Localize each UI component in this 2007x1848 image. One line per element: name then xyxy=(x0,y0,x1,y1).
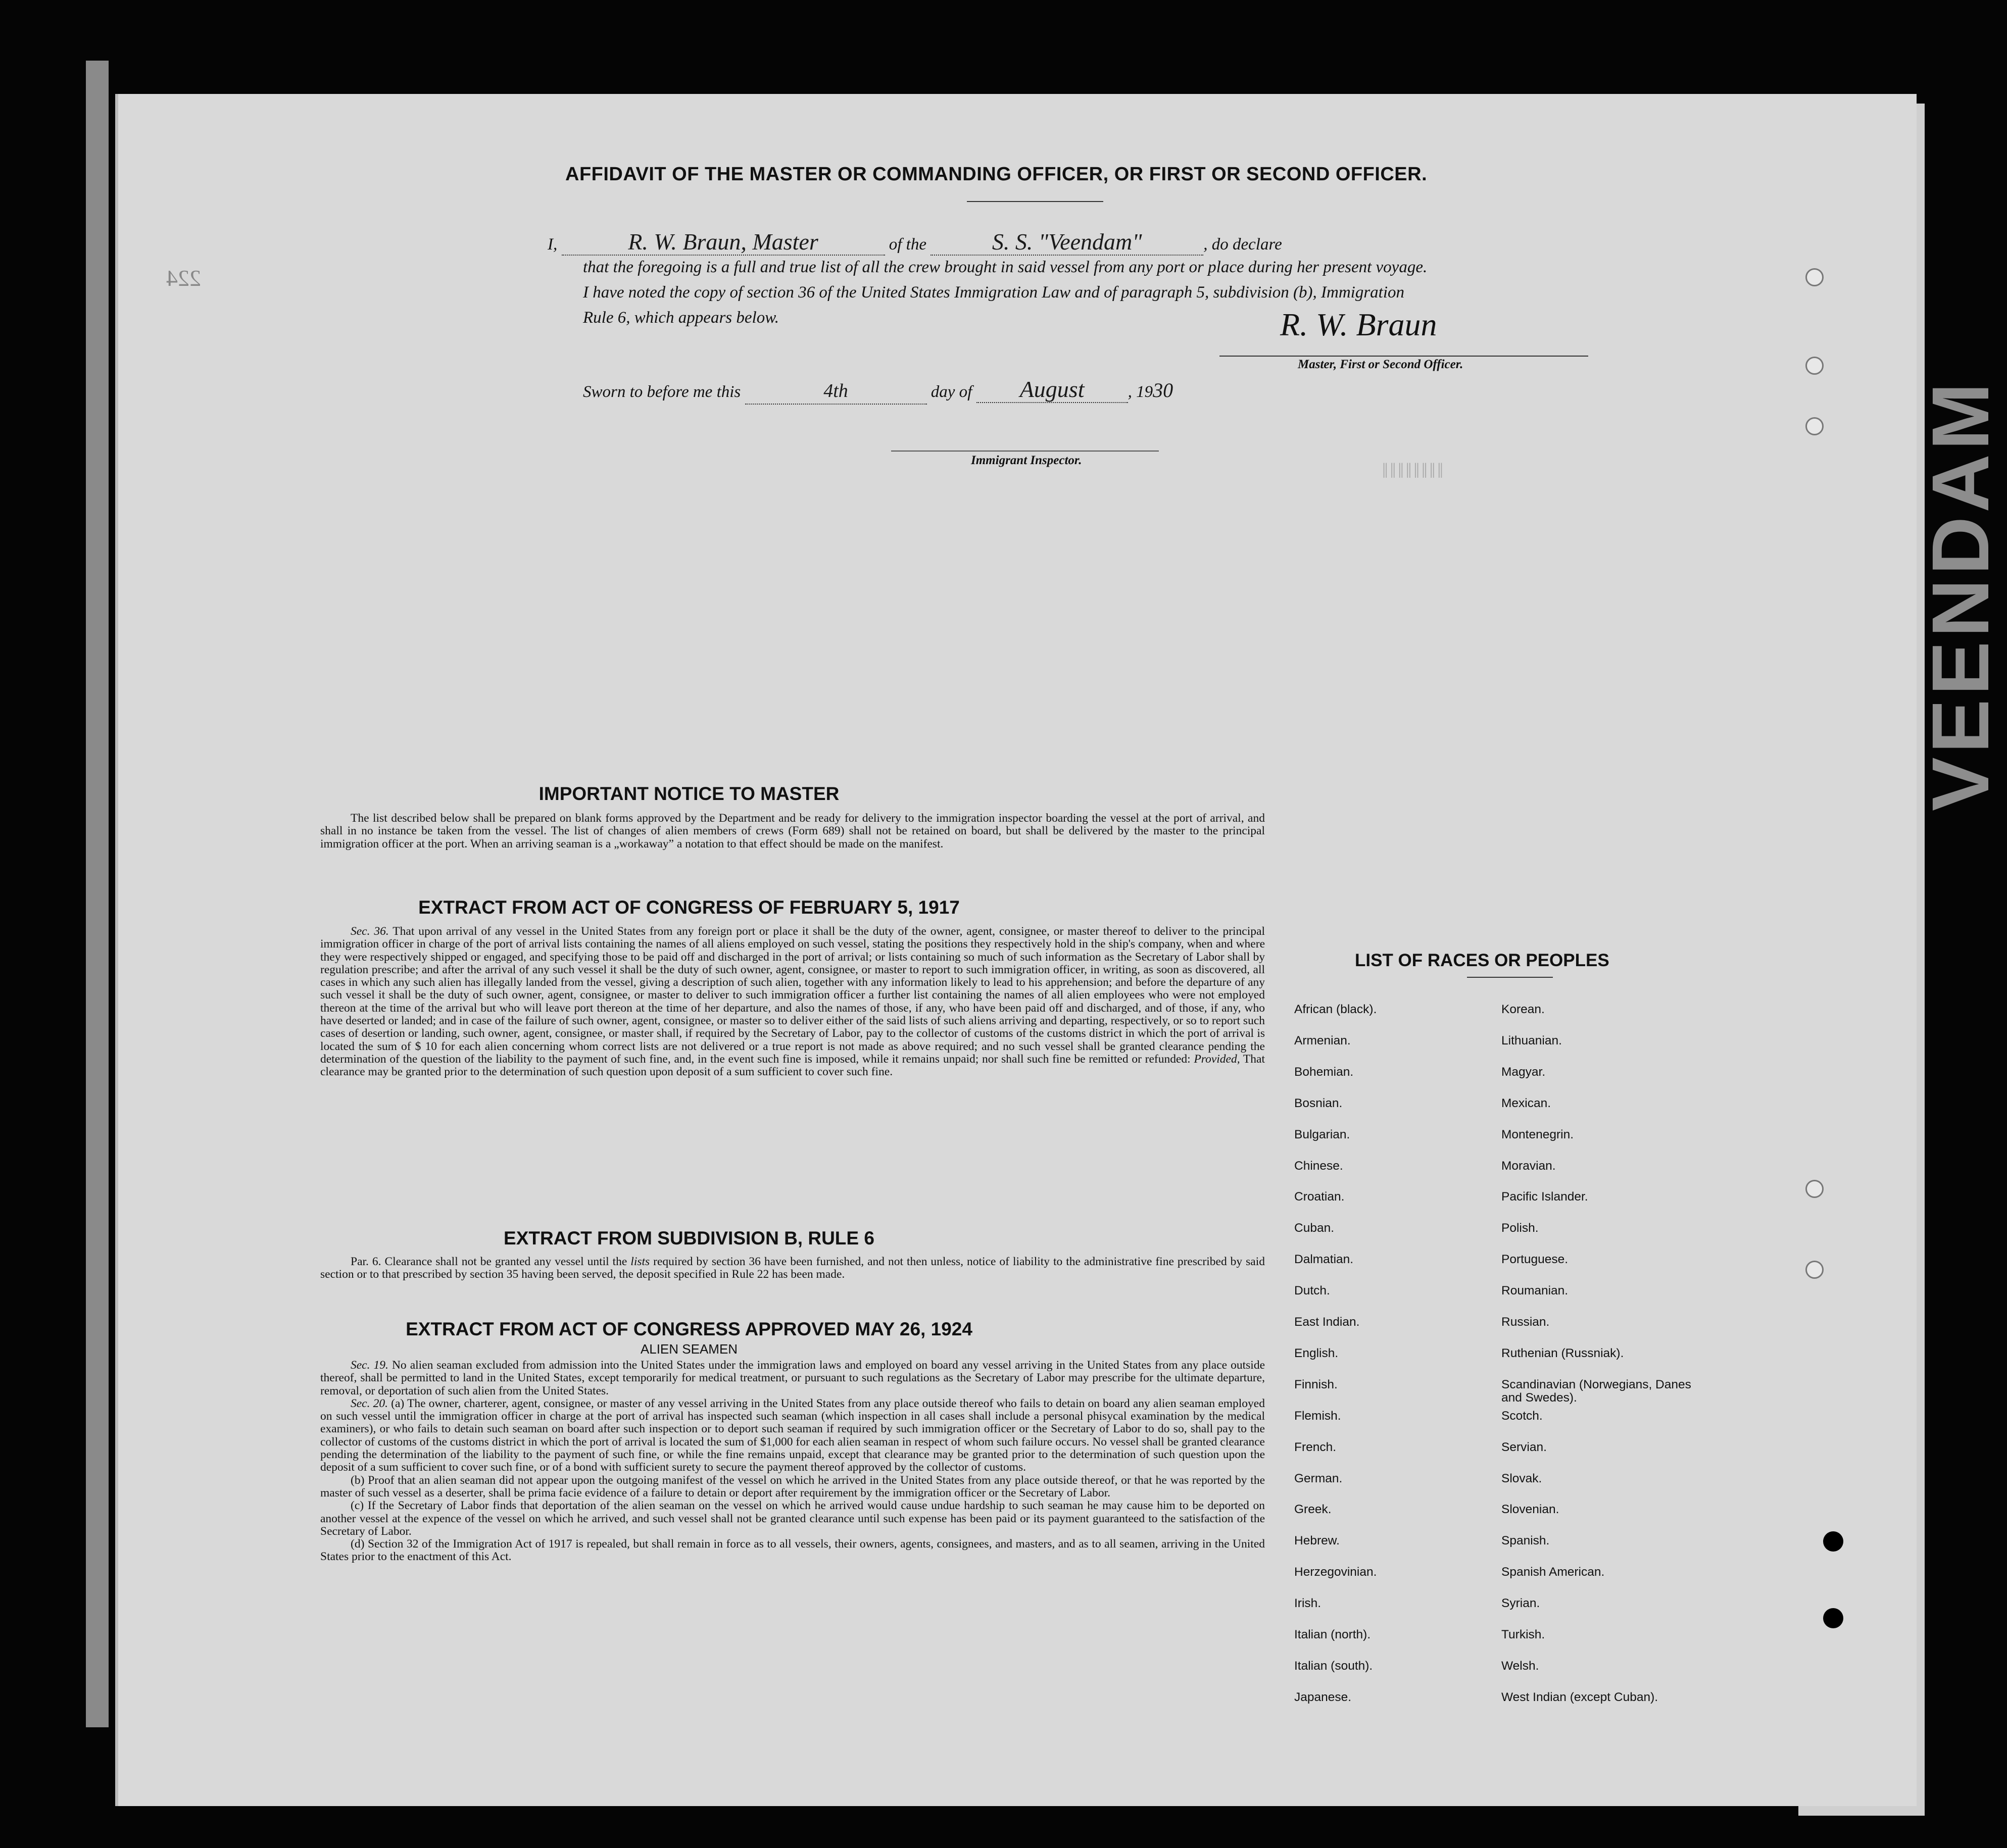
race-item: Ruthenian (Russniak). xyxy=(1501,1346,1624,1360)
rule6-body xyxy=(320,1256,1265,1281)
race-item: Syrian. xyxy=(1501,1596,1540,1611)
punch-hole xyxy=(1805,1180,1824,1198)
race-item: Russian. xyxy=(1501,1315,1550,1329)
race-item: Italian (south). xyxy=(1294,1659,1373,1673)
inspector-rule xyxy=(891,451,1159,452)
extract-1917-heading: EXTRACT FROM ACT OF CONGRESS OF FEBRUARY 5, 1917 xyxy=(418,897,960,918)
race-item: African (black). xyxy=(1294,1003,1377,1016)
race-item: Roumanian. xyxy=(1501,1284,1569,1298)
sworn-prefix: Sworn to before me this xyxy=(583,383,741,401)
sworn-day: 4th xyxy=(745,378,927,405)
punch-hole-filled xyxy=(1823,1608,1843,1628)
race-item: Korean. xyxy=(1501,1003,1545,1016)
race-item: Lithuanian. xyxy=(1501,1033,1562,1047)
rule6-lists: lists xyxy=(630,1255,650,1268)
rule6-text-a: Par. 6. Clearance shall not be granted any vessel until the xyxy=(351,1255,627,1268)
race-item: Dalmatian. xyxy=(1294,1253,1354,1267)
race-item: German. xyxy=(1294,1471,1343,1485)
race-item: Servian. xyxy=(1501,1440,1547,1454)
declaration-suffix: , do declare xyxy=(1203,235,1282,254)
notice-body: The list described below shall be prepared on blank forms approved by the Department and be ready for delivery to the immigration inspector boarding the vessel at the port of arrival, and shall in no instance be taken from the vessel. The list of changes of alien members of crews (Form 689) shall not be retained on board, but shall be delivered by the master to the principal immigration officer at the port. When an arriving seaman is a „workaway” a notation to that effect should be made on the manifest. xyxy=(320,812,1265,851)
race-item: Greek. xyxy=(1294,1503,1332,1517)
sworn-line xyxy=(583,377,1173,405)
declaration-line3: I have noted the copy of section 36 of the United States Immigration Law and of paragraph 5, subdivision (b), Immigration xyxy=(583,283,1405,302)
sworn-day-of: day of xyxy=(931,383,972,401)
declaration-line4: Rule 6, which appears below. xyxy=(583,309,779,327)
race-item: Magyar. xyxy=(1501,1065,1546,1079)
race-item: Polish. xyxy=(1501,1221,1539,1235)
sec36-end: That clearance may be granted prior to the determination of such question upon deposit of a sum sufficient to cover such fine. xyxy=(320,1052,1265,1079)
race-item: Spanish American. xyxy=(1501,1565,1605,1579)
rule6-text-b: required by section 36 have been furnished, and not then unless, notice of liability to the administrative fine prescribed by said section or to that prescribed by section 35 having been served, the deposit specified in Rule 22 has been made. xyxy=(320,1255,1265,1281)
punch-hole xyxy=(1805,1261,1824,1279)
extract-1917-body xyxy=(320,925,1265,1079)
race-item: Bulgarian. xyxy=(1294,1127,1350,1141)
race-item: Turkish. xyxy=(1501,1628,1545,1641)
veendam-stamp: VEENDAM xyxy=(1915,378,2005,811)
race-item: Dutch. xyxy=(1294,1284,1330,1298)
sec36-label: Sec. 36. xyxy=(351,925,389,938)
declaration-line2: that the foregoing is a full and true list of all the crew brought in said vessel from any port or place during her present voyage. xyxy=(583,258,1428,276)
race-item: Mexican. xyxy=(1501,1096,1551,1110)
race-item: Montenegrin. xyxy=(1501,1127,1574,1141)
sworn-month: August xyxy=(976,377,1128,403)
race-item: Finnish. xyxy=(1294,1377,1338,1391)
sec20a-text: (a) The owner, charterer, agent, consignee, or master of any vessel arriving in the United States from any place outside thereof who fails to detain on board any alien seaman employed on such vessel until the immigration officer in charge at the port of arrival has inspected such seaman (which inspection in all cases shall include a personal phisycal examination by the medical examiners), or who fails to detain such seaman on board after such inspection or to deport such seaman if required by such immigration officer or the Secretary of Labor to do so, shall pay to the collector of customs of the customs district in which the port of arrival is located the sum of $1,000 for each alien seaman in respect of whom such failure occurs. No vessel shall be granted clearance pending the determination of the liability to the payment of such fine, or while the fine remains unpaid, except that clearance may be granted prior to the determination of such question upon the deposit of a sum sufficient to cover such fine, or of a bond with sufficient surety to secure the payment thereof approved by the collector of customs. xyxy=(320,1396,1265,1474)
notice-heading: IMPORTANT NOTICE TO MASTER xyxy=(539,783,840,804)
inspector-caption: Immigrant Inspector. xyxy=(971,454,1082,467)
page-number-mirrored: 224 xyxy=(166,265,201,291)
declaration-prefix: I, xyxy=(548,235,558,254)
race-item: West Indian (except Cuban). xyxy=(1501,1690,1658,1704)
race-item: Portuguese. xyxy=(1501,1253,1569,1267)
extract-1924-heading: EXTRACT FROM ACT OF CONGRESS APPROVED MAY 26, 1924 xyxy=(406,1319,972,1339)
race-item: Croatian. xyxy=(1294,1190,1345,1204)
race-item: Armenian. xyxy=(1294,1033,1351,1047)
race-item: Spanish. xyxy=(1501,1534,1550,1548)
race-item: English. xyxy=(1294,1346,1339,1360)
sec19-label: Sec. 19. xyxy=(351,1359,388,1372)
races-heading: LIST OF RACES OR PEOPLES xyxy=(1355,951,1609,970)
race-item: Irish. xyxy=(1294,1596,1321,1611)
punch-hole xyxy=(1805,357,1824,375)
sworn-year-prefix: , 19 xyxy=(1128,383,1153,401)
punch-hole xyxy=(1805,417,1824,435)
declaration-line1 xyxy=(548,229,1282,257)
binding-spine xyxy=(86,61,109,1727)
sec20b-text: (b) Proof that an alien seaman did not appear upon the outgoing manifest of the vessel on which he arrived in the United States from any place outside thereof, or that he was reported by the master of such vessel as a deserter, shall be prima facie evidence of a failure to detain or deport after requirement by the immigration officer or the Secretary of Labor. xyxy=(320,1473,1265,1500)
title-rule xyxy=(967,201,1103,202)
master-name: R. W. Braun, Master xyxy=(562,229,885,256)
races-rule xyxy=(1467,977,1553,978)
race-item: Bohemian. xyxy=(1294,1065,1354,1079)
vessel-name: S. S. "Veendam" xyxy=(931,229,1203,256)
provided-label: Provided, xyxy=(1194,1052,1240,1066)
sworn-year: 30 xyxy=(1153,379,1173,402)
race-item: Hebrew. xyxy=(1294,1534,1340,1548)
race-item: Pacific Islander. xyxy=(1501,1190,1588,1204)
signature-caption: Master, First or Second Officer. xyxy=(1298,358,1463,371)
race-item: Scotch. xyxy=(1501,1409,1543,1423)
punch-hole xyxy=(1805,268,1824,286)
race-item: Slovak. xyxy=(1501,1471,1542,1485)
affidavit-title: AFFIDAVIT OF THE MASTER OR COMMANDING OFFICER, OR FIRST OR SECOND OFFICER. xyxy=(565,164,1428,185)
race-item: Flemish. xyxy=(1294,1409,1341,1423)
race-item: Chinese. xyxy=(1294,1159,1343,1173)
alien-seamen-subheading: ALIEN SEAMEN xyxy=(640,1341,738,1357)
rule6-heading: EXTRACT FROM SUBDIVISION B, RULE 6 xyxy=(504,1228,874,1248)
sec36-text: That upon arrival of any vessel in the United States from any foreign port or place it shall be the duty of the owner, agent, consignee, or master thereof to deliver to the principal immigration officer in charge of the port of arrival lists containing the names of all aliens employed on such vessel, stating the positions they respectively hold in the ship's company, when and where they were respectively shipped or engaged, and specifying those to be paid off and discharged in the port of arrival; or lists containing so much of such information as the Secretary of Labor shall by regulation prescribe; and after the arrival of any such vessel it shall be the duty of such owner, agent, consignee, or master to report to such immigration officer, in writing, as soon as discovered, all cases in which any such alien has illegally landed from the vessel, giving a description of such alien, together with any information likely to lead to his apprehension; and before the departure of any such vessel it shall be the duty of such owner, agent, consignee, or master to deliver to such immigration officer a further list containing the names of all alien employees who were not employed thereon at the time of the arrival but who will leave port thereon at the time of her departure, and also the names of those, if any, who have been paid off and discharged, and of those, if any, who have deserted or landed; and in case of the failure of such owner, agent, consignee, or master so to deliver either of the said lists of such aliens arriving and departing, respectively, or so to report such cases of desertion or landing, such owner, agent, consignee, or master shall, if required by the Secretary of Labor, pay to the collector of customs of the customs district in which the port of arrival is located the sum of $ 10 for each alien concerning whom correct lists are not delivered or a true report is not made as above required; and no such vessel shall be granted clearance pending the determination of the question of the liability to the payment of such fine, and, in the event such fine is imposed, while it remains unpaid; nor shall such fine be remitted or refunded: xyxy=(320,925,1265,1066)
race-item: French. xyxy=(1294,1440,1337,1454)
sec19-text: No alien seaman excluded from admission into the United States under the immigration laws and employed on board any vessel arriving in the United States from any place outside thereof, shall be permitted to land in the United States, except temporarily for medical treatment, or pursuant to such regulations as the Secretary of Labor may prescribe for the ultimate departure, removal, or deportation of such alien from the United States. xyxy=(320,1359,1265,1397)
sec20c-text: (c) If the Secretary of Labor finds that deportation of the alien seaman on the vessel on which he arrived would cause undue hardship to such seaman he may cause him to be deported on another vessel at the expence of the vessel on which he arrived, and such vessel shall not be granted clearance until such expense has been paid or its payment guaranteed to the satisfaction of the Secretary of Labor. xyxy=(320,1499,1265,1538)
document-page xyxy=(115,94,2005,1806)
race-item: Japanese. xyxy=(1294,1690,1352,1704)
race-item: Italian (north). xyxy=(1294,1628,1371,1641)
master-signature: R. W. Braun xyxy=(1280,307,1437,342)
sec20d-text: (d) Section 32 of the Immigration Act of 1917 is repealed, but shall remain in force as to all vessels, their owners, agents, consignees, and masters, and as to all seamen, arriving in the United States prior to the enactment of this Act. xyxy=(320,1537,1265,1564)
race-item: Scandinavian (Norwegians, Danes and Swedes). xyxy=(1501,1377,1691,1405)
race-item: Cuban. xyxy=(1294,1221,1335,1235)
signature-rule xyxy=(1219,356,1588,357)
extract-1924-body xyxy=(320,1359,1265,1564)
race-item: Bosnian. xyxy=(1294,1096,1343,1110)
race-item: Moravian. xyxy=(1501,1159,1556,1173)
punch-hole-filled xyxy=(1823,1531,1843,1552)
race-item: Slovenian. xyxy=(1501,1503,1559,1517)
race-item: East Indian. xyxy=(1294,1315,1360,1329)
sec20-label: Sec. 20. xyxy=(351,1396,388,1410)
race-item: Welsh. xyxy=(1501,1659,1539,1673)
declaration-of: of the xyxy=(889,235,926,254)
bleed-through-text: ║║║║║║║║ xyxy=(1381,463,1444,478)
race-item: Herzegovinian. xyxy=(1294,1565,1377,1579)
